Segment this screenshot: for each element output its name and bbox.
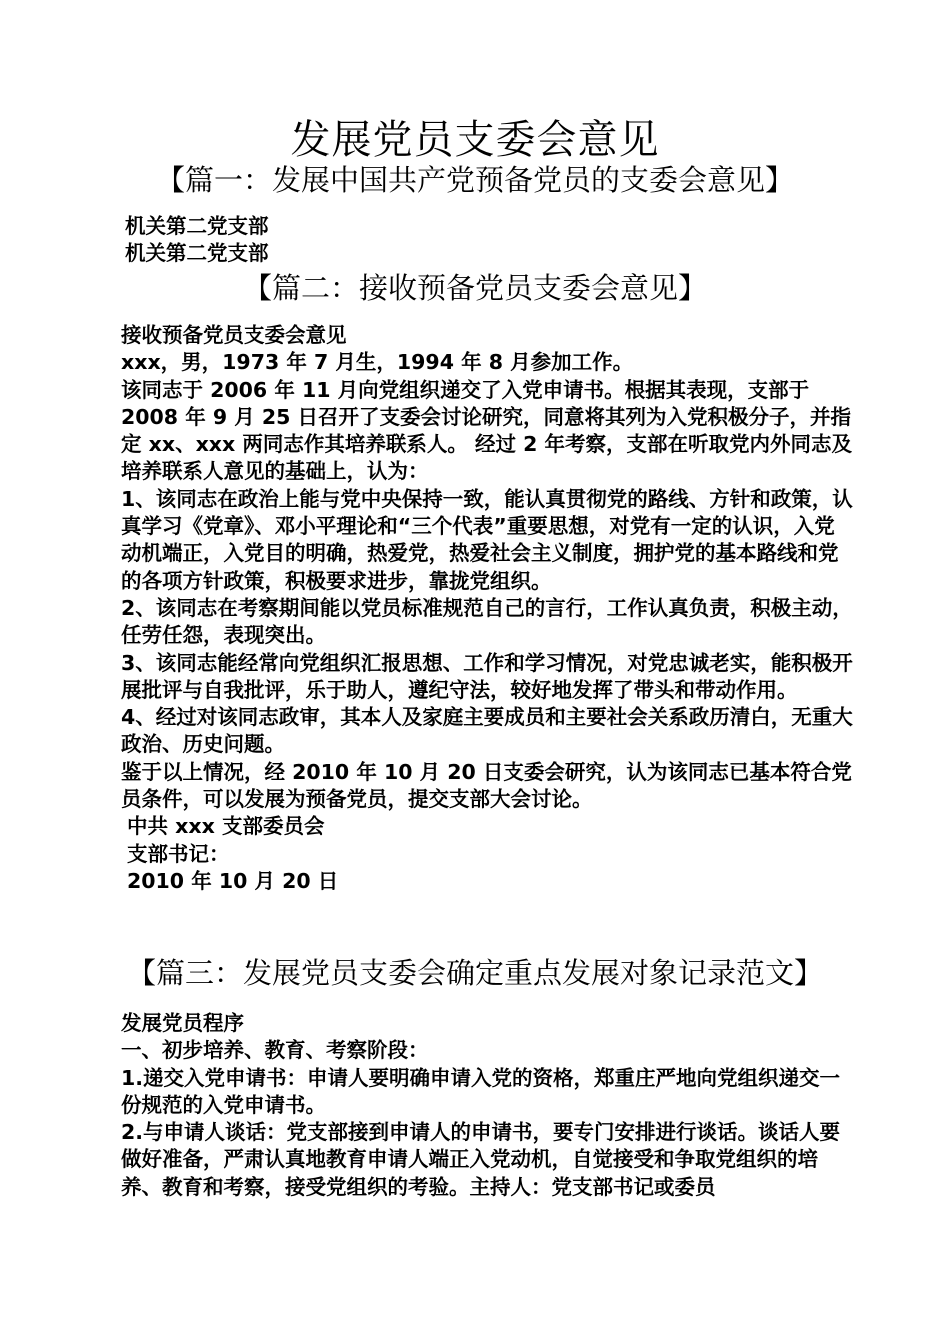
section-1-line: 机关第二党支部 (125, 241, 269, 265)
section-1-body (125, 213, 865, 267)
section-heading-2: 【篇二：接收预备党员支委会意见】 (242, 271, 707, 305)
paragraph: 接收预备党员支委会意见 (121, 323, 347, 347)
paragraph: 2.与申请人谈话：党支部接到申请人的申请书，要专门安排进行谈话。谈话人要做好准备，严肃认真地教育申请人端正入党动机，自觉接受和争取党组织的培养、教育和考察，接受党组织的考验。主持人：党支部书记或委员 (121, 1120, 841, 1199)
paragraph: 2、该同志在考察期间能以党员标准规范自己的言行，工作认真负责，积极主动，任劳任怨，表现突出。 (121, 595, 853, 648)
signature-org: 中共 xxx 支部委员会 (127, 814, 325, 839)
paragraph: 1、该同志在政治上能与党中央保持一致，能认真贯彻党的路线、方针和政策，认真学习《党章》、邓小平理论和“三个代表”重要思想，对党有一定的认识，入党动机端正，入党目的明确，热爱党，热爱社会主义制度，拥护党的基本路线和党的各项方针政策，积极要求进步，靠拢党组织。 (121, 486, 853, 593)
section-2-body (115, 322, 855, 895)
section-heading-1: 【篇一：发展中国共产党预备党员的支委会意见】 (155, 163, 794, 197)
section-heading-3: 【篇三：发展党员支委会确定重点发展对象记录范文】 (126, 956, 823, 990)
section-1-line: 机关第二党支部 (125, 214, 269, 238)
paragraph: 4、经过对该同志政审，其本人及家庭主要成员和主要社会关系政历清白，无重大政治、历史问题。 (121, 705, 853, 757)
paragraph: 3、该同志能经常向党组织汇报思想、工作和学习情况，对党忠诚老实，能积极开展批评与自我批评，乐于助人，遵纪守法，较好地发挥了带头和带动作用。 (121, 650, 853, 702)
paragraph: xxx，男，1973 年 7 月生，1994 年 8 月参加工作。 (121, 350, 634, 375)
paragraph: 1.递交入党申请书：申请人要明确申请入党的资格，郑重庄严地向党组织递交一份规范的入党申请书。 (121, 1065, 841, 1117)
paragraph: 该同志于 2006 年 11 月向党组织递交了入党申请书。根据其表现，支部于 2008 年 9 月 25 日召开了支委会讨论研究，同意将其列为入党积极分子，并指定 xx、xxx 两同志作其培养联系人。 经过 2 年考察，支部在听取党内外同志及培养联系人意见的基础上，认为： (121, 377, 853, 484)
paragraph: 鉴于以上情况，经 2010 年 10 月 20 日支委会研究，认为该同志已基本符合党员条件，可以发展为预备党员，提交支部大会讨论。 (121, 759, 852, 812)
document-title: 发展党员支委会意见 (290, 117, 660, 163)
paragraph: 一、初步培养、教育、考察阶段： (121, 1038, 429, 1063)
signature-date: 2010 年 10 月 20 日 (127, 868, 339, 893)
section-3-body (115, 1010, 855, 1201)
paragraph: 发展党员程序 (121, 1011, 244, 1035)
signature-secretary: 支部书记： (127, 841, 230, 866)
